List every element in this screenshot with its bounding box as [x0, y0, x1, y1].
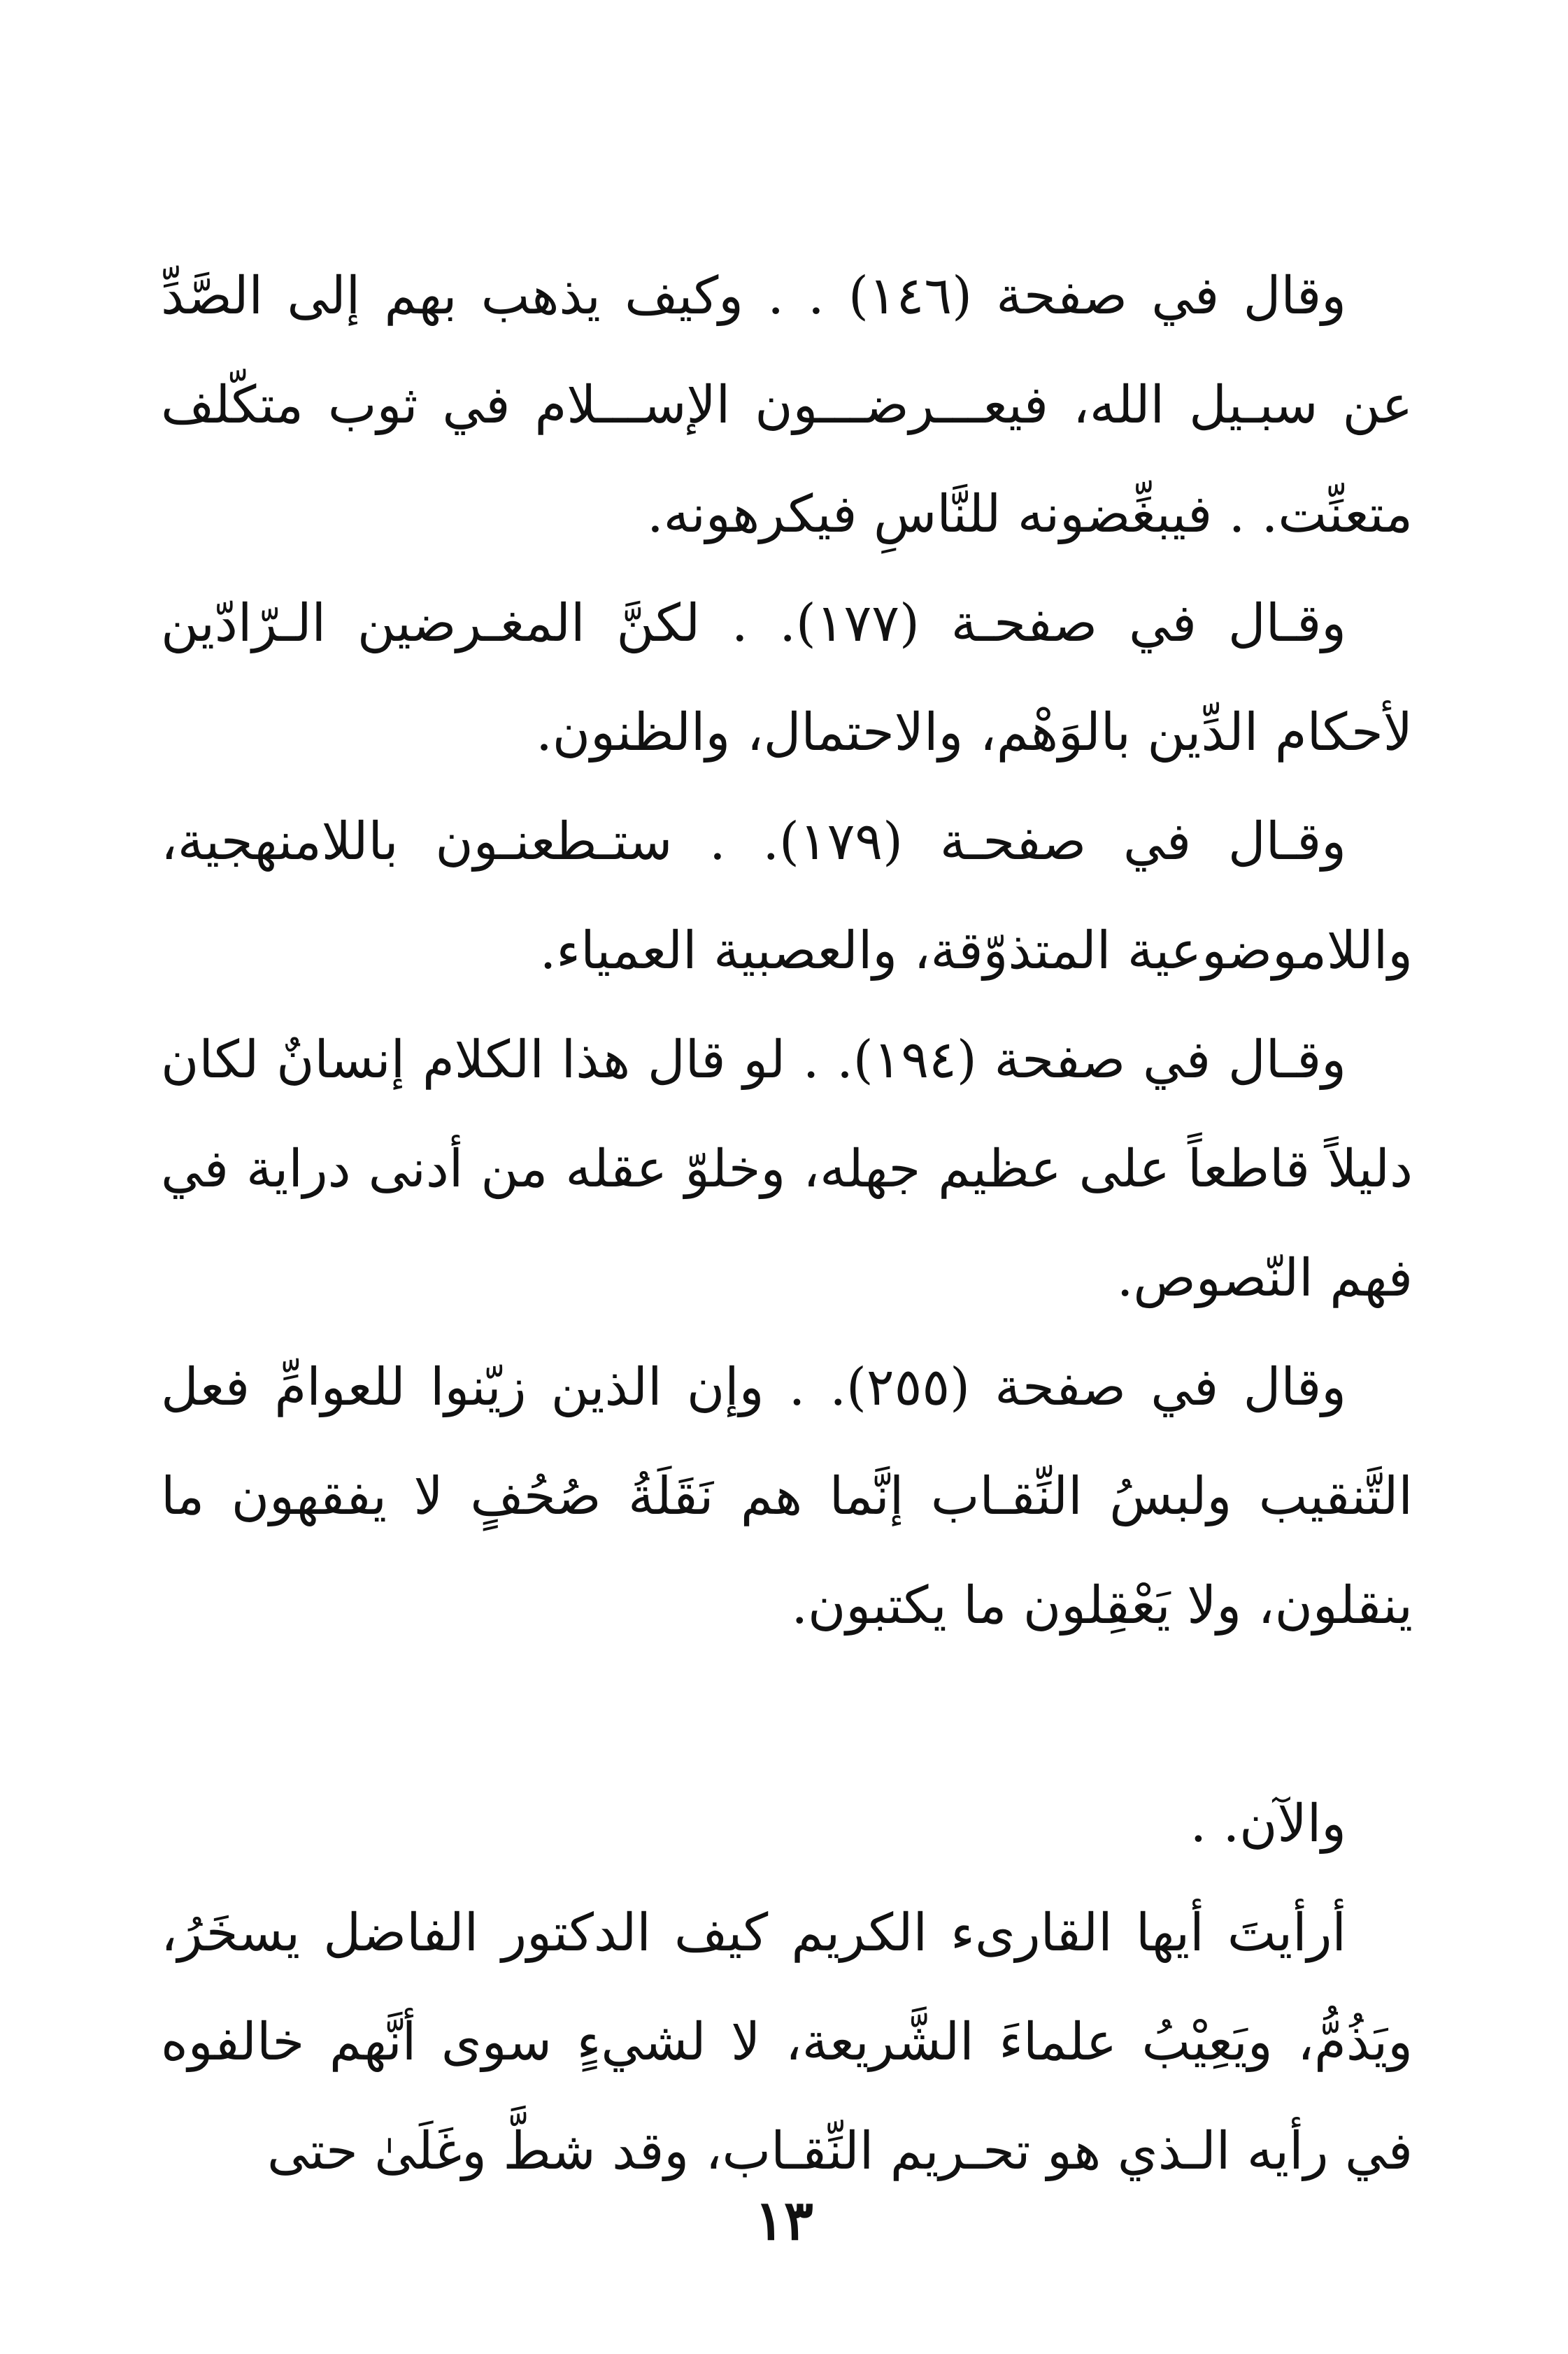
page-number: ١٣ [755, 2189, 813, 2253]
body-text [161, 241, 1413, 2206]
quote-paragraph-177: وقـال في صفحـة (١٧٧). . لكنَّ المغـرضين الـرّادّين لأحكام الدِّين بالوَهْم، والاحتمال، والظنون. [161, 593, 1413, 763]
quote-paragraph-179: وقـال في صفحـة (١٧٩). . ستـطعنـون باللامنهجية، واللاموضوعية المتذوّقة، والعصبية العمياء. [161, 811, 1413, 981]
final-paragraph: أرأيتَ أيها القارىء الكريم كيف الدكتور الفاضل يسخَرُ، ويَذُمُّ، ويَعِيْبُ علماءَ الشَّريعة، لا لشيءٍ سوى أنَّهم خالفوه في رأيه الـذي هو تحـريم النِّقـاب، وقد شطَّ وغَلَىٰ حتى [161, 1903, 1413, 2181]
quote-paragraph-255: وقال في صفحة (٢٥٥). . وإن الذين زيّنوا للعوامِّ فعل التَّنقيب ولبسُ النِّقـاب إنَّما هم نَقَلَةُ صُحُفٍ لا يفقهون ما ينقلون، ولا يَعْقِلون ما يكتبون. [161, 1357, 1413, 1636]
quote-paragraph-146: وقال في صفحة (١٤٦) . . وكيف يذهب بهم إلى الصَّدِّ عن سبـيل الله، فيعـــرضـــون الإســـلام في ثوب متكّلف متعنِّت. . فيبغِّضونه للنَّاسِ فيكرهونه. [161, 266, 1413, 544]
quote-paragraph-194: وقـال في صفحة (١٩٤). . لو قال هذا الكلام إنسانٌ لكان دليلاً قاطعاً على عظيم جهله، وخلوّ عقله من أدنى دراية في فهم النّصوص. [161, 1030, 1413, 1308]
transition-line: والآن. . [1190, 1794, 1346, 1854]
section-gap [161, 1660, 1413, 1769]
